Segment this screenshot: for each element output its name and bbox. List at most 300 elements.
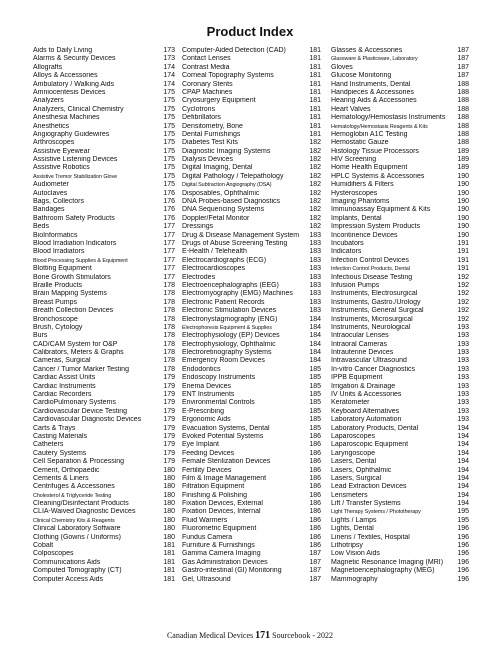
index-entry-name: Histology Tissue Processors bbox=[331, 147, 419, 155]
index-entry bbox=[331, 257, 469, 265]
index-entry bbox=[331, 332, 469, 340]
index-entry bbox=[331, 290, 469, 298]
index-entry-name: Blotting Equipment bbox=[33, 265, 92, 273]
index-entry-page: 185 bbox=[309, 399, 321, 407]
index-entry-name: Evacuation Systems, Dental bbox=[182, 424, 270, 432]
index-entry-page: 188 bbox=[457, 97, 469, 105]
index-entry-page: 186 bbox=[309, 491, 321, 499]
index-entry-page: 193 bbox=[457, 399, 469, 407]
index-entry-name: Laparoscopes bbox=[331, 432, 375, 440]
index-entry-name: IV Units & Accessories bbox=[331, 391, 402, 399]
index-entry-name: Cyclotrons bbox=[182, 105, 216, 113]
index-entry-page: 186 bbox=[309, 458, 321, 466]
index-entry-name: Contrast Media bbox=[182, 63, 230, 71]
index-entry-name: Lead Extraction Devices bbox=[331, 483, 407, 491]
index-entry-page: 193 bbox=[457, 357, 469, 365]
index-entry bbox=[331, 114, 469, 122]
index-entry bbox=[33, 173, 175, 181]
index-entry-page: 183 bbox=[309, 248, 321, 256]
index-entry-page: 180 bbox=[163, 533, 175, 541]
index-entry-page: 188 bbox=[457, 114, 469, 122]
index-entry-page: 181 bbox=[163, 575, 175, 583]
index-entry bbox=[331, 366, 469, 374]
index-entry bbox=[182, 274, 321, 282]
index-entry-page: 180 bbox=[163, 525, 175, 533]
index-entry-page: 174 bbox=[163, 80, 175, 88]
index-entry bbox=[33, 106, 175, 114]
index-entry-page: 180 bbox=[163, 466, 175, 474]
index-entry-name: Intravascular Ultrasound bbox=[331, 357, 407, 365]
index-entry bbox=[182, 450, 321, 458]
index-entry-page: 196 bbox=[457, 575, 469, 583]
index-entry bbox=[33, 139, 175, 147]
index-entry-name: Keratometer bbox=[331, 399, 370, 407]
index-entry-name: Breast Pumps bbox=[33, 298, 77, 306]
index-entry-name: CPAP Machines bbox=[182, 88, 233, 96]
index-entry-name: Aids to Daily Living bbox=[33, 47, 93, 54]
index-entry-page: 178 bbox=[163, 281, 175, 289]
index-entry-name: Electrophoresis Equipment & Supplies bbox=[182, 324, 272, 331]
index-entry-page: 190 bbox=[457, 231, 469, 239]
index-entry-name: CLIA-Waived Diagnostic Devices bbox=[33, 508, 136, 516]
index-entry-page: 193 bbox=[457, 332, 469, 340]
page-footer bbox=[0, 630, 500, 641]
index-entry bbox=[331, 349, 469, 357]
index-entry bbox=[182, 399, 321, 407]
index-entry bbox=[182, 332, 321, 340]
index-entry-name: Electronic Stimulation Devices bbox=[182, 307, 277, 315]
index-entry-page: 192 bbox=[457, 290, 469, 298]
index-entry-name: Beds bbox=[33, 223, 49, 231]
index-entry-page: 192 bbox=[457, 281, 469, 289]
index-entry-page: 194 bbox=[457, 474, 469, 482]
index-entry-page: 179 bbox=[163, 399, 175, 407]
index-entry-name: Gastro-intestinal (GI) Monitoring bbox=[182, 567, 282, 575]
index-entry bbox=[182, 89, 321, 97]
index-entry bbox=[331, 559, 469, 567]
index-entry-page: 187 bbox=[309, 550, 321, 558]
index-entry-page: 181 bbox=[163, 542, 175, 550]
index-entry-name: Intraocular Lenses bbox=[331, 332, 389, 340]
index-entry bbox=[33, 576, 175, 584]
index-entry-name: Lensmeters bbox=[331, 491, 368, 499]
index-entry bbox=[331, 450, 469, 458]
index-entry-page: 196 bbox=[457, 542, 469, 550]
index-entry-name: Dental Furnishings bbox=[182, 130, 241, 138]
index-entry bbox=[331, 123, 469, 131]
index-entry-name: Centrifuges & Accessories bbox=[33, 483, 115, 491]
index-entry-name: Brain Mapping Systems bbox=[33, 290, 107, 298]
index-entry-page: 193 bbox=[457, 407, 469, 415]
index-entry-page: 196 bbox=[457, 550, 469, 558]
index-entry bbox=[331, 215, 469, 223]
index-entry bbox=[182, 64, 321, 72]
index-entry-page: 178 bbox=[163, 315, 175, 323]
index-entry-page: 182 bbox=[309, 139, 321, 147]
index-entry-page: 178 bbox=[163, 340, 175, 348]
index-entry-name: Defibrillators bbox=[182, 114, 221, 122]
index-entry bbox=[33, 399, 175, 407]
index-entry-page: 182 bbox=[309, 214, 321, 222]
index-entry-name: Diagnostic Imaging Systems bbox=[182, 147, 271, 155]
index-entry bbox=[331, 206, 469, 214]
index-entry-name: Electronystagmography (ENG) bbox=[182, 315, 278, 323]
index-entry bbox=[33, 425, 175, 433]
index-entry-name: Laboratory Products, Dental bbox=[331, 424, 419, 432]
index-entry-page: 185 bbox=[309, 365, 321, 373]
index-entry bbox=[182, 492, 321, 500]
index-entry-name: Cancer / Tumor Marker Testing bbox=[33, 365, 129, 373]
index-entry-page: 182 bbox=[309, 189, 321, 197]
index-entry-page: 194 bbox=[457, 466, 469, 474]
index-entry bbox=[182, 408, 321, 416]
index-entry-name: Heart Valves bbox=[331, 105, 371, 113]
index-entry-name: Magnetic Resonance Imaging (MRI) bbox=[331, 558, 444, 566]
index-entry bbox=[33, 232, 175, 240]
index-entry bbox=[331, 72, 469, 80]
index-entry-page: 185 bbox=[309, 407, 321, 415]
index-entry-name: Braille Products bbox=[33, 281, 83, 289]
index-entry-page: 182 bbox=[309, 164, 321, 172]
index-entry-page: 181 bbox=[309, 55, 321, 63]
index-entry bbox=[33, 316, 175, 324]
index-entry bbox=[33, 483, 175, 491]
index-entry bbox=[33, 332, 175, 340]
index-entry bbox=[33, 534, 175, 542]
index-entry-page: 183 bbox=[309, 281, 321, 289]
index-entry-page: 194 bbox=[457, 458, 469, 466]
index-entry bbox=[182, 324, 321, 332]
index-entry bbox=[182, 383, 321, 391]
index-entry-page: 192 bbox=[457, 307, 469, 315]
index-entry bbox=[182, 114, 321, 122]
footer-page-number: 171 bbox=[255, 630, 271, 641]
index-entry bbox=[182, 148, 321, 156]
index-entry bbox=[182, 475, 321, 483]
index-entry-page: 178 bbox=[163, 332, 175, 340]
index-entry-name: Cobalt bbox=[33, 542, 54, 550]
index-entry-page: 193 bbox=[457, 349, 469, 357]
index-entry-page: 183 bbox=[309, 265, 321, 273]
index-entry bbox=[331, 307, 469, 315]
index-entry-page: 187 bbox=[457, 55, 469, 63]
index-entry-page: 191 bbox=[457, 248, 469, 256]
index-entry-name: Handpieces & Accessories bbox=[331, 88, 414, 96]
index-entry-name: Computed Tomography (CT) bbox=[33, 567, 122, 575]
index-entry-name: Impression System Products bbox=[331, 223, 421, 231]
index-entry-name: Lasers, Surgical bbox=[331, 474, 382, 482]
index-entry-name: Laparoscopic Equipment bbox=[331, 441, 409, 449]
index-entry-page: 194 bbox=[457, 500, 469, 508]
index-entry-page: 194 bbox=[457, 491, 469, 499]
index-entry bbox=[331, 433, 469, 441]
index-entry-page: 183 bbox=[309, 307, 321, 315]
index-entry-page: 190 bbox=[457, 172, 469, 180]
index-entry bbox=[33, 492, 175, 500]
index-entry bbox=[33, 341, 175, 349]
index-entry-name: Glasses & Accessories bbox=[331, 47, 403, 54]
index-entry-name: HPLC Systems & Accessories bbox=[331, 172, 425, 180]
index-entry-page: 181 bbox=[309, 63, 321, 71]
index-entry-name: Electroretinography Systems bbox=[182, 349, 272, 357]
index-entry-page: 176 bbox=[163, 214, 175, 222]
index-entry-page: 191 bbox=[457, 265, 469, 273]
index-entry bbox=[331, 265, 469, 273]
index-entry-name: Cameras, Surgical bbox=[33, 357, 91, 365]
index-entry-name: Hearing Aids & Accessories bbox=[331, 97, 417, 105]
index-entry bbox=[331, 500, 469, 508]
index-entry-name: Bags, Collectors bbox=[33, 198, 84, 206]
index-entry bbox=[182, 316, 321, 324]
index-entry-page: 178 bbox=[163, 349, 175, 357]
index-entry-page: 193 bbox=[457, 323, 469, 331]
index-entry-name: Mammography bbox=[331, 575, 378, 583]
index-entry bbox=[182, 441, 321, 449]
index-entry-page: 175 bbox=[163, 181, 175, 189]
index-entry bbox=[33, 500, 175, 508]
index-entry bbox=[182, 106, 321, 114]
index-entry-name: Laboratory Automation bbox=[331, 416, 402, 424]
index-entry-page: 180 bbox=[163, 508, 175, 516]
index-column-1 bbox=[33, 47, 175, 584]
index-entry-page: 186 bbox=[309, 525, 321, 533]
index-entry-name: Gas Administration Devices bbox=[182, 558, 268, 566]
index-entry-page: 194 bbox=[457, 424, 469, 432]
index-entry-name: Lasers, Dental bbox=[331, 458, 377, 466]
index-entry bbox=[33, 433, 175, 441]
index-entry-name: Instruments, Electrosurgical bbox=[331, 290, 418, 298]
index-entry-name: Electromyography (EMG) Machines bbox=[182, 290, 293, 298]
index-entry-page: 179 bbox=[163, 407, 175, 415]
index-entry bbox=[331, 534, 469, 542]
index-entry-name: Hand Instruments, Dental bbox=[331, 80, 411, 88]
index-entry-name: Dressings bbox=[182, 223, 214, 231]
index-entry-page: 177 bbox=[163, 223, 175, 231]
index-entry bbox=[33, 525, 175, 533]
index-entry-name: Audiometer bbox=[33, 181, 69, 189]
index-entry-page: 187 bbox=[309, 558, 321, 566]
index-entry-page: 187 bbox=[457, 72, 469, 80]
index-entry-page: 178 bbox=[163, 307, 175, 315]
index-entry bbox=[331, 399, 469, 407]
index-entry-page: 184 bbox=[309, 340, 321, 348]
index-entry bbox=[182, 483, 321, 491]
index-entry-page: 179 bbox=[163, 432, 175, 440]
index-entry bbox=[33, 366, 175, 374]
index-entry-page: 192 bbox=[457, 315, 469, 323]
index-entry bbox=[182, 131, 321, 139]
index-entry-name: Cements & Liners bbox=[33, 474, 89, 482]
index-entry-name: Catheters bbox=[33, 441, 64, 449]
index-entry bbox=[33, 47, 175, 55]
index-entry-page: 175 bbox=[163, 130, 175, 138]
index-entry-name: Evoked Potential Systems bbox=[182, 432, 264, 440]
index-entry-name: Cardiovascular Diagnostic Devices bbox=[33, 416, 142, 424]
index-entry-page: 190 bbox=[457, 198, 469, 206]
index-entry-page: 175 bbox=[163, 97, 175, 105]
index-entry-name: Lasers, Ophthalmic bbox=[331, 466, 392, 474]
index-entry-name: Breath Collection Devices bbox=[33, 307, 114, 315]
index-entry-name: Cautery Systems bbox=[33, 449, 87, 457]
index-entry-name: IPPB Equipment bbox=[331, 374, 383, 382]
index-entry bbox=[33, 274, 175, 282]
index-entry bbox=[33, 164, 175, 172]
index-entry bbox=[331, 181, 469, 189]
index-entry-name: Communications Aids bbox=[33, 558, 101, 566]
index-entry-page: 188 bbox=[457, 130, 469, 138]
index-entry bbox=[331, 64, 469, 72]
index-entry bbox=[331, 55, 469, 63]
index-entry bbox=[182, 307, 321, 315]
index-entry bbox=[33, 248, 175, 256]
index-entry-page: 180 bbox=[163, 516, 175, 524]
index-columns bbox=[33, 47, 469, 584]
index-entry-name: Blood Irradiators bbox=[33, 248, 85, 256]
index-entry-page: 177 bbox=[163, 248, 175, 256]
index-entry bbox=[331, 47, 469, 55]
index-entry-page: 186 bbox=[309, 483, 321, 491]
index-entry-name: Instruments, Neurological bbox=[331, 323, 411, 331]
index-entry bbox=[33, 156, 175, 164]
index-entry bbox=[182, 181, 321, 189]
index-entry-page: 184 bbox=[309, 349, 321, 357]
index-entry-page: 188 bbox=[457, 105, 469, 113]
index-entry-name: Carts & Trays bbox=[33, 424, 76, 432]
index-entry-page: 182 bbox=[309, 206, 321, 214]
index-entry bbox=[33, 223, 175, 231]
index-entry-name: Imaging Phantoms bbox=[331, 198, 390, 206]
index-entry bbox=[182, 97, 321, 105]
index-entry bbox=[33, 89, 175, 97]
index-entry bbox=[33, 123, 175, 131]
index-entry bbox=[33, 559, 175, 567]
footer-publication: Canadian Medical Devices bbox=[166, 631, 254, 640]
index-entry-name: Infection Control Devices bbox=[331, 256, 409, 264]
index-entry-name: Furniture & Furnishings bbox=[182, 542, 255, 550]
index-entry-name: Digital Pathology / Telepathology bbox=[182, 172, 284, 180]
index-entry-page: 180 bbox=[163, 483, 175, 491]
index-entry-name: Ambulatory / Walking Aids bbox=[33, 80, 115, 88]
index-entry-page: 175 bbox=[163, 105, 175, 113]
index-entry bbox=[331, 492, 469, 500]
index-entry-name: Fixation Devices, Internal bbox=[182, 508, 261, 516]
index-entry-page: 182 bbox=[309, 181, 321, 189]
index-entry-page: 186 bbox=[309, 449, 321, 457]
index-entry-page: 188 bbox=[457, 80, 469, 88]
index-entry-page: 193 bbox=[457, 374, 469, 382]
index-entry-name: Electroencephalographs (EEG) bbox=[182, 281, 279, 289]
index-entry-name: Eye Implant bbox=[182, 441, 219, 449]
index-entry bbox=[182, 265, 321, 273]
index-entry-name: Amniocentesis Devices bbox=[33, 88, 106, 96]
index-entry-name: Linens / Textiles, Hospital bbox=[331, 533, 410, 541]
index-entry-page: 193 bbox=[457, 340, 469, 348]
index-entry-page: 186 bbox=[309, 533, 321, 541]
index-entry bbox=[331, 190, 469, 198]
index-entry-page: 183 bbox=[309, 273, 321, 281]
index-entry bbox=[182, 500, 321, 508]
index-entry-page: 179 bbox=[163, 424, 175, 432]
index-entry bbox=[33, 131, 175, 139]
index-entry-page: 179 bbox=[163, 458, 175, 466]
index-entry-name: Electronic Patient Records bbox=[182, 298, 265, 306]
index-entry-name: Emergency Room Devices bbox=[182, 357, 265, 365]
index-entry bbox=[182, 433, 321, 441]
index-entry bbox=[182, 525, 321, 533]
index-entry-name: Alarms & Security Devices bbox=[33, 55, 116, 63]
index-entry-page: 192 bbox=[457, 298, 469, 306]
index-entry bbox=[331, 173, 469, 181]
index-entry bbox=[33, 290, 175, 298]
index-entry bbox=[182, 198, 321, 206]
index-entry-page: 184 bbox=[309, 332, 321, 340]
index-entry bbox=[33, 198, 175, 206]
index-entry-page: 181 bbox=[309, 122, 321, 130]
index-entry-page: 173 bbox=[163, 55, 175, 63]
index-entry bbox=[33, 299, 175, 307]
index-entry-name: Assistive Robotics bbox=[33, 164, 90, 172]
index-entry bbox=[182, 55, 321, 63]
index-entry-name: Environmental Controls bbox=[182, 399, 255, 407]
index-entry-name: Angiography Guidewires bbox=[33, 130, 110, 138]
index-entry bbox=[33, 190, 175, 198]
index-entry bbox=[33, 550, 175, 558]
index-entry-name: BioInformatics bbox=[33, 231, 78, 239]
index-entry-name: Casting Materials bbox=[33, 432, 88, 440]
index-entry-name: In-vitro Cancer Diagnostics bbox=[331, 365, 416, 373]
index-entry bbox=[182, 517, 321, 525]
index-entry-name: Disposables, Ophthalmic bbox=[182, 189, 260, 197]
index-entry bbox=[331, 341, 469, 349]
index-entry-name: Calibrators, Meters & Graphs bbox=[33, 349, 124, 357]
index-entry bbox=[331, 89, 469, 97]
index-entry-name: Endodontics bbox=[182, 365, 221, 373]
index-entry-name: Cardiovascular Device Testing bbox=[33, 407, 128, 415]
index-entry bbox=[182, 366, 321, 374]
index-entry bbox=[331, 576, 469, 584]
index-entry bbox=[182, 467, 321, 475]
index-entry-page: 181 bbox=[309, 88, 321, 96]
index-entry-page: 175 bbox=[163, 172, 175, 180]
index-entry-page: 188 bbox=[457, 88, 469, 96]
index-entry-name: ENT Instruments bbox=[182, 391, 235, 399]
index-entry-name: Gamma Camera Imaging bbox=[182, 550, 261, 558]
index-entry bbox=[331, 282, 469, 290]
index-entry-page: 181 bbox=[163, 550, 175, 558]
index-entry bbox=[331, 316, 469, 324]
index-entry-page: 180 bbox=[163, 491, 175, 499]
index-entry bbox=[331, 164, 469, 172]
index-entry-page: 190 bbox=[457, 223, 469, 231]
index-entry bbox=[33, 55, 175, 63]
index-entry-page: 182 bbox=[309, 172, 321, 180]
index-entry bbox=[182, 357, 321, 365]
index-entry bbox=[182, 534, 321, 542]
index-entry-name: Lights, Dental bbox=[331, 525, 374, 533]
index-entry-page: 174 bbox=[163, 63, 175, 71]
index-entry-name: Intraoral Cameras bbox=[331, 340, 388, 348]
index-entry-page: 193 bbox=[457, 382, 469, 390]
index-entry-name: Electrophysiology, Ophthalmic bbox=[182, 340, 276, 348]
index-entry bbox=[182, 559, 321, 567]
index-entry bbox=[182, 206, 321, 214]
index-entry-name: Finishing & Polishing bbox=[182, 491, 247, 499]
index-entry bbox=[33, 215, 175, 223]
index-entry bbox=[33, 450, 175, 458]
index-entry bbox=[182, 290, 321, 298]
index-entry bbox=[33, 349, 175, 357]
index-entry bbox=[182, 81, 321, 89]
